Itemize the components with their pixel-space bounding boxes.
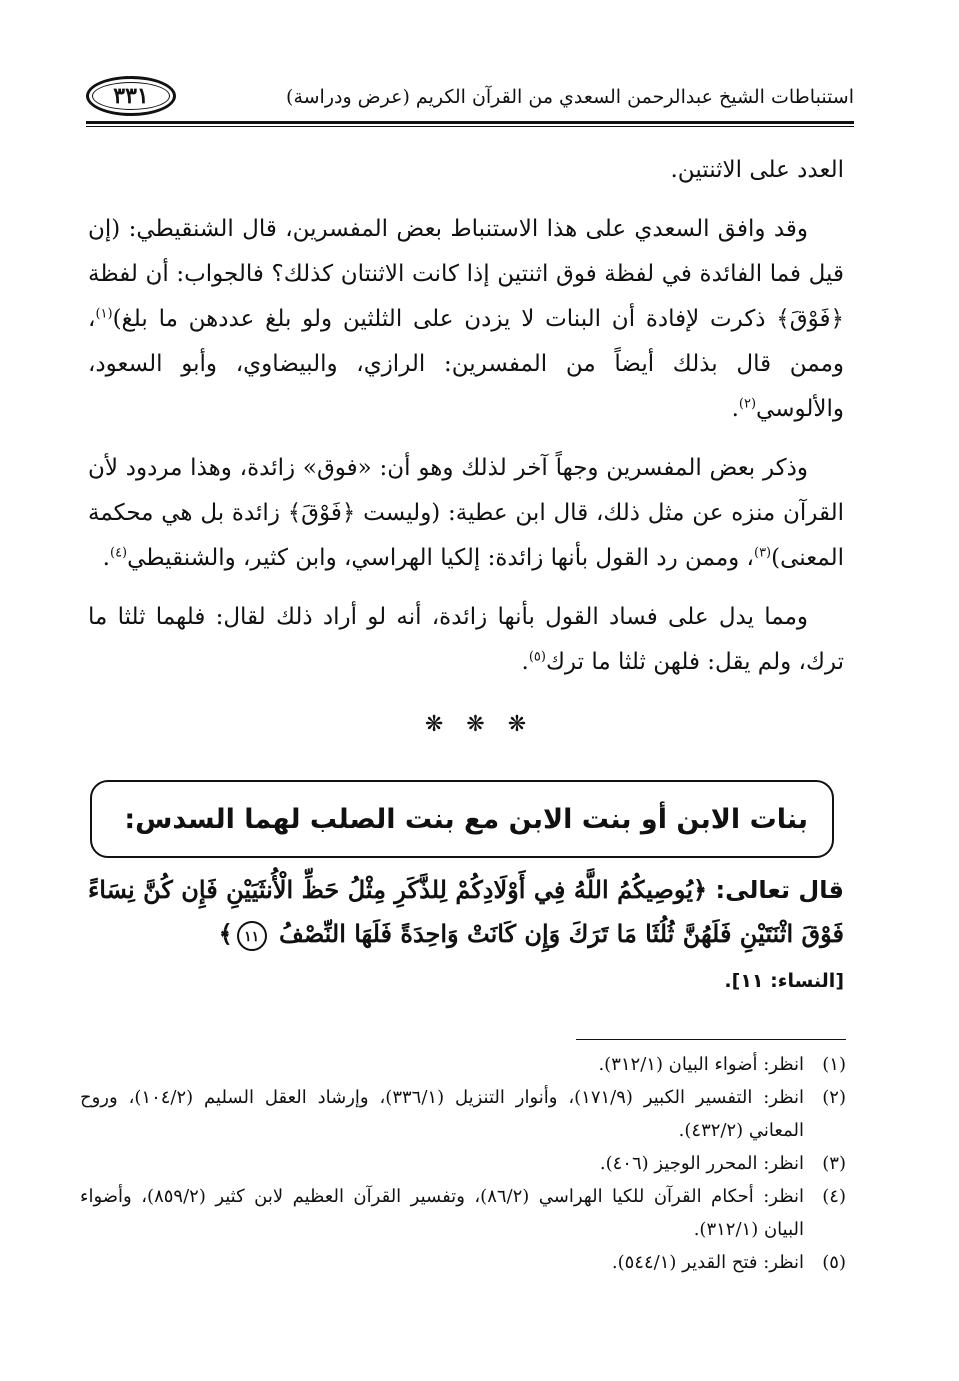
paragraph-4-text-c: .: [521, 649, 529, 675]
paragraph-3-text-b: ، وممن رد القول بأنها زائدة: إلكيا الهراسي، وابن كثير، والشنقيطي: [127, 545, 754, 571]
paragraph-4: [88, 595, 844, 685]
verse-intro: قال تعالى:: [715, 876, 844, 904]
footnote-text: انظر: فتح القدير (٥٤٤/١).: [611, 1252, 804, 1273]
quran-verse: [88, 868, 844, 956]
paragraph-3: [88, 446, 844, 581]
footnote: [80, 1246, 846, 1279]
page-header: [86, 66, 854, 126]
paragraph-2-text-a: وقد وافق السعدي على هذا الاستنباط بعض المفسرين، قال الشنقيطي: (إن قيل فما الفائدة في لفظة فوق اثنتين إذا كانت الاثنتان كذلك؟ فالجواب: أن لفظة ﴿فَوْقَ﴾ ذكرت لإفادة أن البنات لا يزدن على الثلثين ولو بلغ عددهن ما بلغ): [88, 216, 844, 332]
section-separator: ❋ ❋ ❋: [424, 712, 535, 737]
footnote-number: (١): [822, 1054, 846, 1075]
paragraph-2-text-b: ، وممن قال بذلك أيضاً من المفسرين: الرازي، والبيضاوي، وأبو السعود، والألوسي: [88, 306, 844, 422]
header-rule-thin: [86, 126, 854, 127]
page-number-badge: [86, 76, 176, 116]
verse-text: ﴿يُوصِيكُمُ اللَّهُ فِي أَوْلَادِكُمْ لِلذَّكَرِ مِثْلُ حَظِّ الْأُنثَيَيْنِ فَإِن كُنَّ نِسَاءً فَوْقَ اثْنَتَيْنِ فَلَهُنَّ ثُلُثَا مَا تَرَكَ وَإِن كَانَتْ وَاحِدَةً فَلَهَا النِّصْفُ: [88, 875, 844, 948]
paragraph-1-text: العدد على الاثنتين.: [670, 157, 844, 183]
footnote-number: (٢): [822, 1087, 846, 1108]
section-heading-box: [90, 780, 834, 858]
footnote: [80, 1180, 846, 1246]
paragraph-2: [88, 207, 844, 432]
footnote-text: انظر: أحكام القرآن للكيا الهراسي (٨٦/٢)، وتفسير القرآن العظيم لابن كثير (٨٥٩/٢)، وأضواء البيان (٣١٢/١).: [80, 1186, 805, 1240]
paragraph-1: [88, 148, 844, 193]
paragraph-2-text-c: .: [731, 396, 739, 422]
footnote: [80, 1081, 846, 1147]
verse-reference: [النساء: ١١].: [724, 970, 844, 992]
running-title: استنباطات الشيخ عبدالرحمن السعدي من القرآن الكريم (عرض ودراسة): [286, 86, 854, 108]
footnote-number: (٥): [822, 1252, 846, 1273]
verse-number-marker: ١١: [237, 921, 267, 951]
section-heading: بنات الابن أو بنت الابن مع بنت الصلب لهما السدس:: [124, 803, 808, 835]
main-text: [88, 148, 844, 699]
paragraph-3-text-c: .: [102, 545, 110, 571]
paragraph-4-text-a: ومما يدل على فساد القول بأنها زائدة، أنه لو أراد ذلك لقال: فلهما ثلثا ما ترك، ولم يقل: فلهن ثلثا ما ترك: [88, 604, 844, 675]
paragraph-3-text-a: وذكر بعض المفسرين وجهاً آخر لذلك وهو أن: «فوق» زائدة، وهذا مردود لأن القرآن منزه عن مثل ذلك، قال ابن عطية: (وليست ﴿فَوْقَ﴾ زائدة بل هي محكمة المعنى): [88, 455, 844, 571]
footnote-text: انظر: التفسير الكبير (١٧١/٩)، وأنوار التنزيل (٣٣٦/١)، وإرشاد العقل السليم (١٠٤/٢)، وروح المعاني (٤٣٢/٢).: [80, 1087, 805, 1141]
footnote-ref-5[interactable]: (٥): [528, 649, 546, 665]
footnote: [80, 1147, 846, 1180]
footnote: [80, 1048, 846, 1081]
footnote-text: انظر: أضواء البيان (٣١٢/١).: [598, 1054, 804, 1075]
footnotes: [80, 1048, 846, 1279]
footnote-ref-1[interactable]: (١): [95, 306, 113, 322]
footnote-rule: [576, 1039, 846, 1040]
footnote-ref-2[interactable]: (٢): [738, 396, 757, 412]
header-rule: [86, 121, 854, 124]
footnote-number: (٣): [822, 1153, 846, 1174]
footnote-ref-3[interactable]: (٣): [753, 545, 772, 561]
page-number: ٣٣١: [113, 83, 149, 109]
footnote-number: (٤): [822, 1186, 846, 1207]
footnote-ref-4[interactable]: (٤): [109, 545, 128, 561]
verse-close-bracket: ﴾: [218, 919, 233, 948]
footnote-text: انظر: المحرر الوجيز (٤٠٦).: [599, 1153, 804, 1174]
